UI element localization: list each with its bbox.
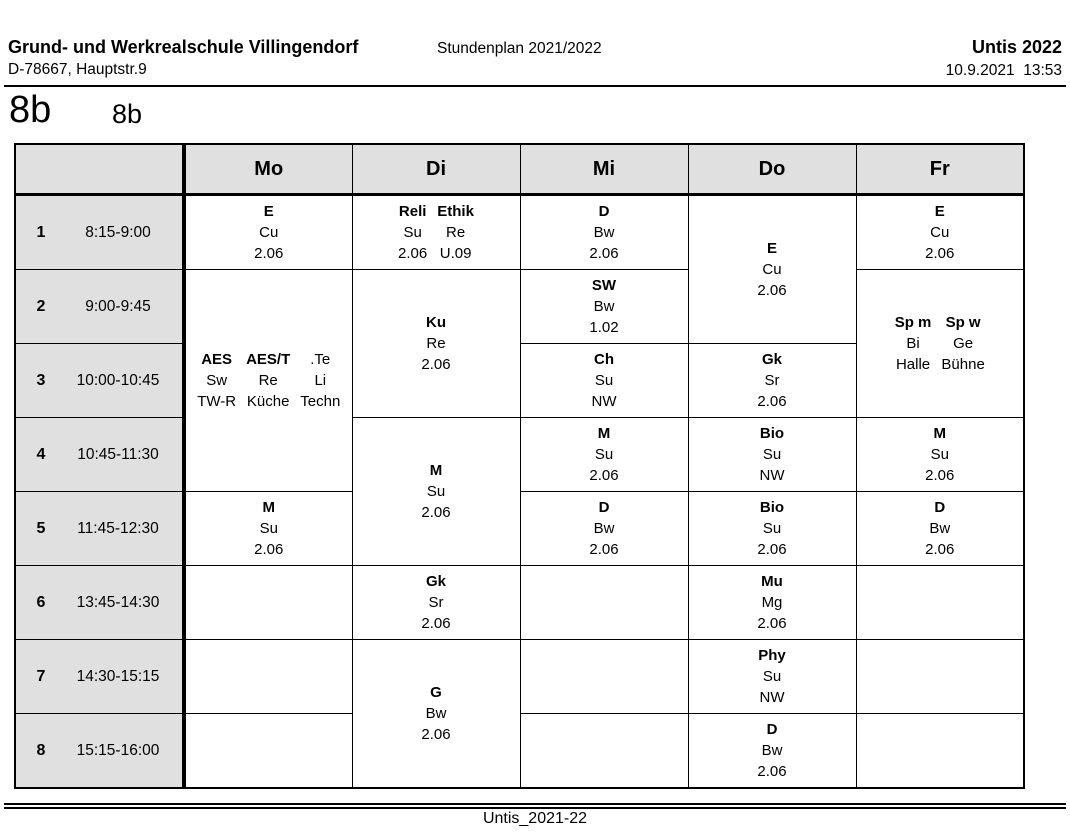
room-label: U.09 xyxy=(439,245,472,262)
subject-label: Ku xyxy=(425,314,446,331)
subject-label: E xyxy=(263,203,274,220)
room-label: 2.06 xyxy=(757,393,787,410)
period-cell xyxy=(15,270,184,344)
header-divider xyxy=(4,85,1066,87)
room-label: 2.06 xyxy=(398,245,428,262)
lesson-group xyxy=(925,201,954,264)
day-header-fr: Fr xyxy=(856,144,1024,195)
lesson-group xyxy=(254,497,283,560)
lesson-cell xyxy=(520,270,688,344)
teacher-label: Li xyxy=(314,372,327,389)
day-header-mi: Mi xyxy=(520,144,688,195)
period-number: 1 xyxy=(36,223,46,241)
teacher-label: Bi xyxy=(906,335,920,352)
period-time: 13:45-14:30 xyxy=(76,593,160,611)
lesson-group xyxy=(254,201,283,264)
subject-label: D xyxy=(766,721,778,738)
lesson-group xyxy=(421,460,450,523)
period-number: 5 xyxy=(36,519,46,537)
print-datetime: 10.9.2021 13:53 xyxy=(945,62,1062,79)
lesson-group xyxy=(592,349,617,412)
room-label: 2.06 xyxy=(925,541,955,558)
teacher-label: Sr xyxy=(428,594,444,611)
lesson-cell xyxy=(688,566,856,640)
timetable-row xyxy=(15,566,1024,640)
lesson-cell xyxy=(688,492,856,566)
timetable-grid xyxy=(14,143,1025,789)
school-address: D-78667, Hauptstr.9 xyxy=(8,61,147,78)
subject-label: Mu xyxy=(761,573,783,590)
lesson-group xyxy=(757,238,786,301)
period-cell xyxy=(15,492,184,566)
room-label: Techn xyxy=(300,393,341,410)
subject-label: Ethik xyxy=(437,203,474,220)
room-label: TW-R xyxy=(197,393,237,410)
room-label: 2.06 xyxy=(589,541,619,558)
teacher-label: Cu xyxy=(259,224,279,241)
plan-title: Stundenplan 2021/2022 xyxy=(437,40,602,57)
lesson-group xyxy=(437,201,474,264)
empty-cell xyxy=(184,566,352,640)
teacher-label: Su xyxy=(762,520,782,537)
room-label: Halle xyxy=(895,356,931,373)
teacher-label: Sr xyxy=(764,372,780,389)
period-cell xyxy=(15,344,184,418)
lesson-group xyxy=(300,349,340,412)
timetable-row xyxy=(15,195,1024,270)
room-label: 2.06 xyxy=(757,615,787,632)
room-label: 2.06 xyxy=(589,467,619,484)
lesson-group xyxy=(398,201,427,264)
lesson-cell xyxy=(520,492,688,566)
lesson-group xyxy=(758,645,786,708)
subject-label: M xyxy=(933,425,946,442)
empty-cell xyxy=(184,640,352,714)
room-label: 2.06 xyxy=(589,245,619,262)
subject-label: Sp w xyxy=(945,314,981,331)
day-header-di: Di xyxy=(352,144,520,195)
period-number: 7 xyxy=(36,667,46,685)
subject-label: D xyxy=(934,499,946,516)
subject-label: E xyxy=(766,240,777,257)
teacher-label: Bw xyxy=(761,742,783,759)
lesson-cell xyxy=(352,640,520,789)
lesson-group xyxy=(941,312,984,375)
lesson-cell xyxy=(856,418,1024,492)
subject-label: AES xyxy=(201,351,233,368)
teacher-label: Bw xyxy=(593,520,615,537)
lesson-cell xyxy=(520,344,688,418)
lesson-cell xyxy=(688,714,856,789)
room-label: 2.06 xyxy=(421,726,451,743)
subject-label: E xyxy=(934,203,945,220)
period-number: 3 xyxy=(36,371,46,389)
lesson-cell xyxy=(688,195,856,344)
subject-label: AES/T xyxy=(246,351,291,368)
room-label: 2.06 xyxy=(757,282,787,299)
period-time: 10:00-10:45 xyxy=(76,371,160,389)
empty-cell xyxy=(520,714,688,789)
room-label: 2.06 xyxy=(254,541,284,558)
teacher-label: Su xyxy=(259,520,278,537)
lesson-cell xyxy=(352,418,520,566)
period-time: 9:00-9:45 xyxy=(85,297,151,315)
lesson-group xyxy=(589,275,618,338)
subject-label: D xyxy=(598,499,610,516)
teacher-label: Su xyxy=(426,483,446,500)
lesson-group xyxy=(925,497,954,560)
subject-label: M xyxy=(262,499,275,516)
period-time: 10:45-11:30 xyxy=(77,445,159,463)
period-number: 8 xyxy=(36,741,46,759)
period-cell xyxy=(15,714,184,789)
lesson-cell xyxy=(352,270,520,418)
period-cell xyxy=(15,640,184,714)
room-label: NW xyxy=(591,393,617,410)
lesson-group xyxy=(589,201,618,264)
room-label: 2.06 xyxy=(925,245,955,262)
lesson-cell xyxy=(352,195,520,270)
subject-label: D xyxy=(598,203,610,220)
timetable-row xyxy=(15,714,1024,789)
teacher-label: Bw xyxy=(929,520,951,537)
teacher-label: Ge xyxy=(953,335,974,352)
subject-label: Gk xyxy=(761,351,782,368)
room-label: 2.06 xyxy=(757,541,787,558)
teacher-label: Re xyxy=(426,335,446,352)
teacher-label: Re xyxy=(258,372,278,389)
teacher-label: Su xyxy=(403,224,422,241)
room-label: Küche xyxy=(246,393,290,410)
teacher-label: Su xyxy=(762,668,782,685)
timetable-row xyxy=(15,640,1024,714)
product-name: Untis 2022 xyxy=(971,37,1062,57)
period-cell xyxy=(15,566,184,640)
lesson-cell xyxy=(520,418,688,492)
room-label: 2.06 xyxy=(757,763,787,780)
room-label: NW xyxy=(759,467,785,484)
lesson-group xyxy=(246,349,290,412)
subject-label: Ch xyxy=(594,351,614,368)
subject-label: .Te xyxy=(310,351,331,368)
lesson-group xyxy=(421,312,450,375)
lesson-cell xyxy=(688,344,856,418)
period-number: 2 xyxy=(36,297,46,315)
subject-label: Bio xyxy=(759,425,785,442)
subject-label: Reli xyxy=(398,203,427,220)
lesson-group xyxy=(757,719,786,782)
room-label: 2.06 xyxy=(421,356,451,373)
room-label: 2.06 xyxy=(421,615,451,632)
timetable-row xyxy=(15,492,1024,566)
lesson-cell xyxy=(352,566,520,640)
period-number: 6 xyxy=(36,593,46,611)
subject-label: M xyxy=(429,462,443,479)
room-label: 2.06 xyxy=(421,504,451,521)
subject-label: Sp m xyxy=(894,314,932,331)
lesson-group xyxy=(589,423,618,486)
teacher-label: Bw xyxy=(593,224,615,241)
period-cell xyxy=(15,195,184,270)
period-cell xyxy=(15,418,184,492)
lesson-group xyxy=(895,312,932,375)
lesson-cell xyxy=(688,418,856,492)
timetable-row xyxy=(15,270,1024,344)
footer-divider xyxy=(4,803,1066,809)
footer-label: Untis_2021-22 xyxy=(482,810,588,827)
teacher-label: Bw xyxy=(593,298,615,315)
period-time: 8:15-9:00 xyxy=(85,223,151,241)
room-label: NW xyxy=(759,689,785,706)
day-header-mo: Mo xyxy=(184,144,352,195)
timetable-row xyxy=(15,418,1024,492)
period-time: 15:15-16:00 xyxy=(76,741,160,759)
empty-cell xyxy=(184,714,352,789)
lesson-group xyxy=(197,349,236,412)
class-name-primary: 8b xyxy=(9,89,52,131)
lesson-group xyxy=(589,497,618,560)
teacher-label: Cu xyxy=(930,224,950,241)
subject-label: SW xyxy=(591,277,617,294)
teacher-label: Mg xyxy=(761,594,783,611)
subject-label: M xyxy=(597,425,611,442)
lesson-group xyxy=(421,571,450,634)
lesson-cell xyxy=(184,270,352,492)
period-time: 11:45-12:30 xyxy=(77,519,159,537)
lesson-group xyxy=(421,682,450,745)
room-label: 2.06 xyxy=(925,467,955,484)
corner-cell xyxy=(15,144,184,195)
lesson-cell xyxy=(184,195,352,270)
empty-cell xyxy=(856,566,1024,640)
empty-cell xyxy=(520,640,688,714)
empty-cell xyxy=(856,640,1024,714)
lesson-group xyxy=(757,349,786,412)
school-name: Grund- und Werkrealschule Villingendorf xyxy=(8,37,359,57)
teacher-label: Su xyxy=(762,446,782,463)
teacher-label: Bw xyxy=(425,705,447,722)
lesson-group xyxy=(757,497,786,560)
room-label: Bühne xyxy=(941,356,985,373)
subject-label: Gk xyxy=(425,573,446,590)
lesson-cell xyxy=(856,492,1024,566)
subject-label: G xyxy=(430,684,442,701)
lesson-group xyxy=(760,423,785,486)
lesson-group xyxy=(757,571,786,634)
teacher-label: Su xyxy=(594,446,614,463)
lesson-cell xyxy=(856,270,1024,418)
empty-cell xyxy=(856,714,1024,789)
day-header-do: Do xyxy=(688,144,856,195)
teacher-label: Su xyxy=(930,446,949,463)
period-number: 4 xyxy=(36,445,46,463)
teacher-label: Su xyxy=(594,372,614,389)
lesson-cell xyxy=(184,492,352,566)
lesson-group xyxy=(925,423,954,486)
subject-label: Bio xyxy=(759,499,785,516)
lesson-cell xyxy=(520,195,688,270)
room-label: 2.06 xyxy=(254,245,284,262)
teacher-label: Sw xyxy=(206,372,228,389)
empty-cell xyxy=(520,566,688,640)
room-label: 1.02 xyxy=(589,319,619,336)
subject-label: Phy xyxy=(758,647,786,664)
period-time: 14:30-15:15 xyxy=(76,667,160,685)
lesson-cell xyxy=(688,640,856,714)
day-header-row xyxy=(15,144,1024,195)
teacher-label: Re xyxy=(446,224,466,241)
teacher-label: Cu xyxy=(762,261,782,278)
lesson-cell xyxy=(856,195,1024,270)
class-name-secondary: 8b xyxy=(112,99,143,129)
